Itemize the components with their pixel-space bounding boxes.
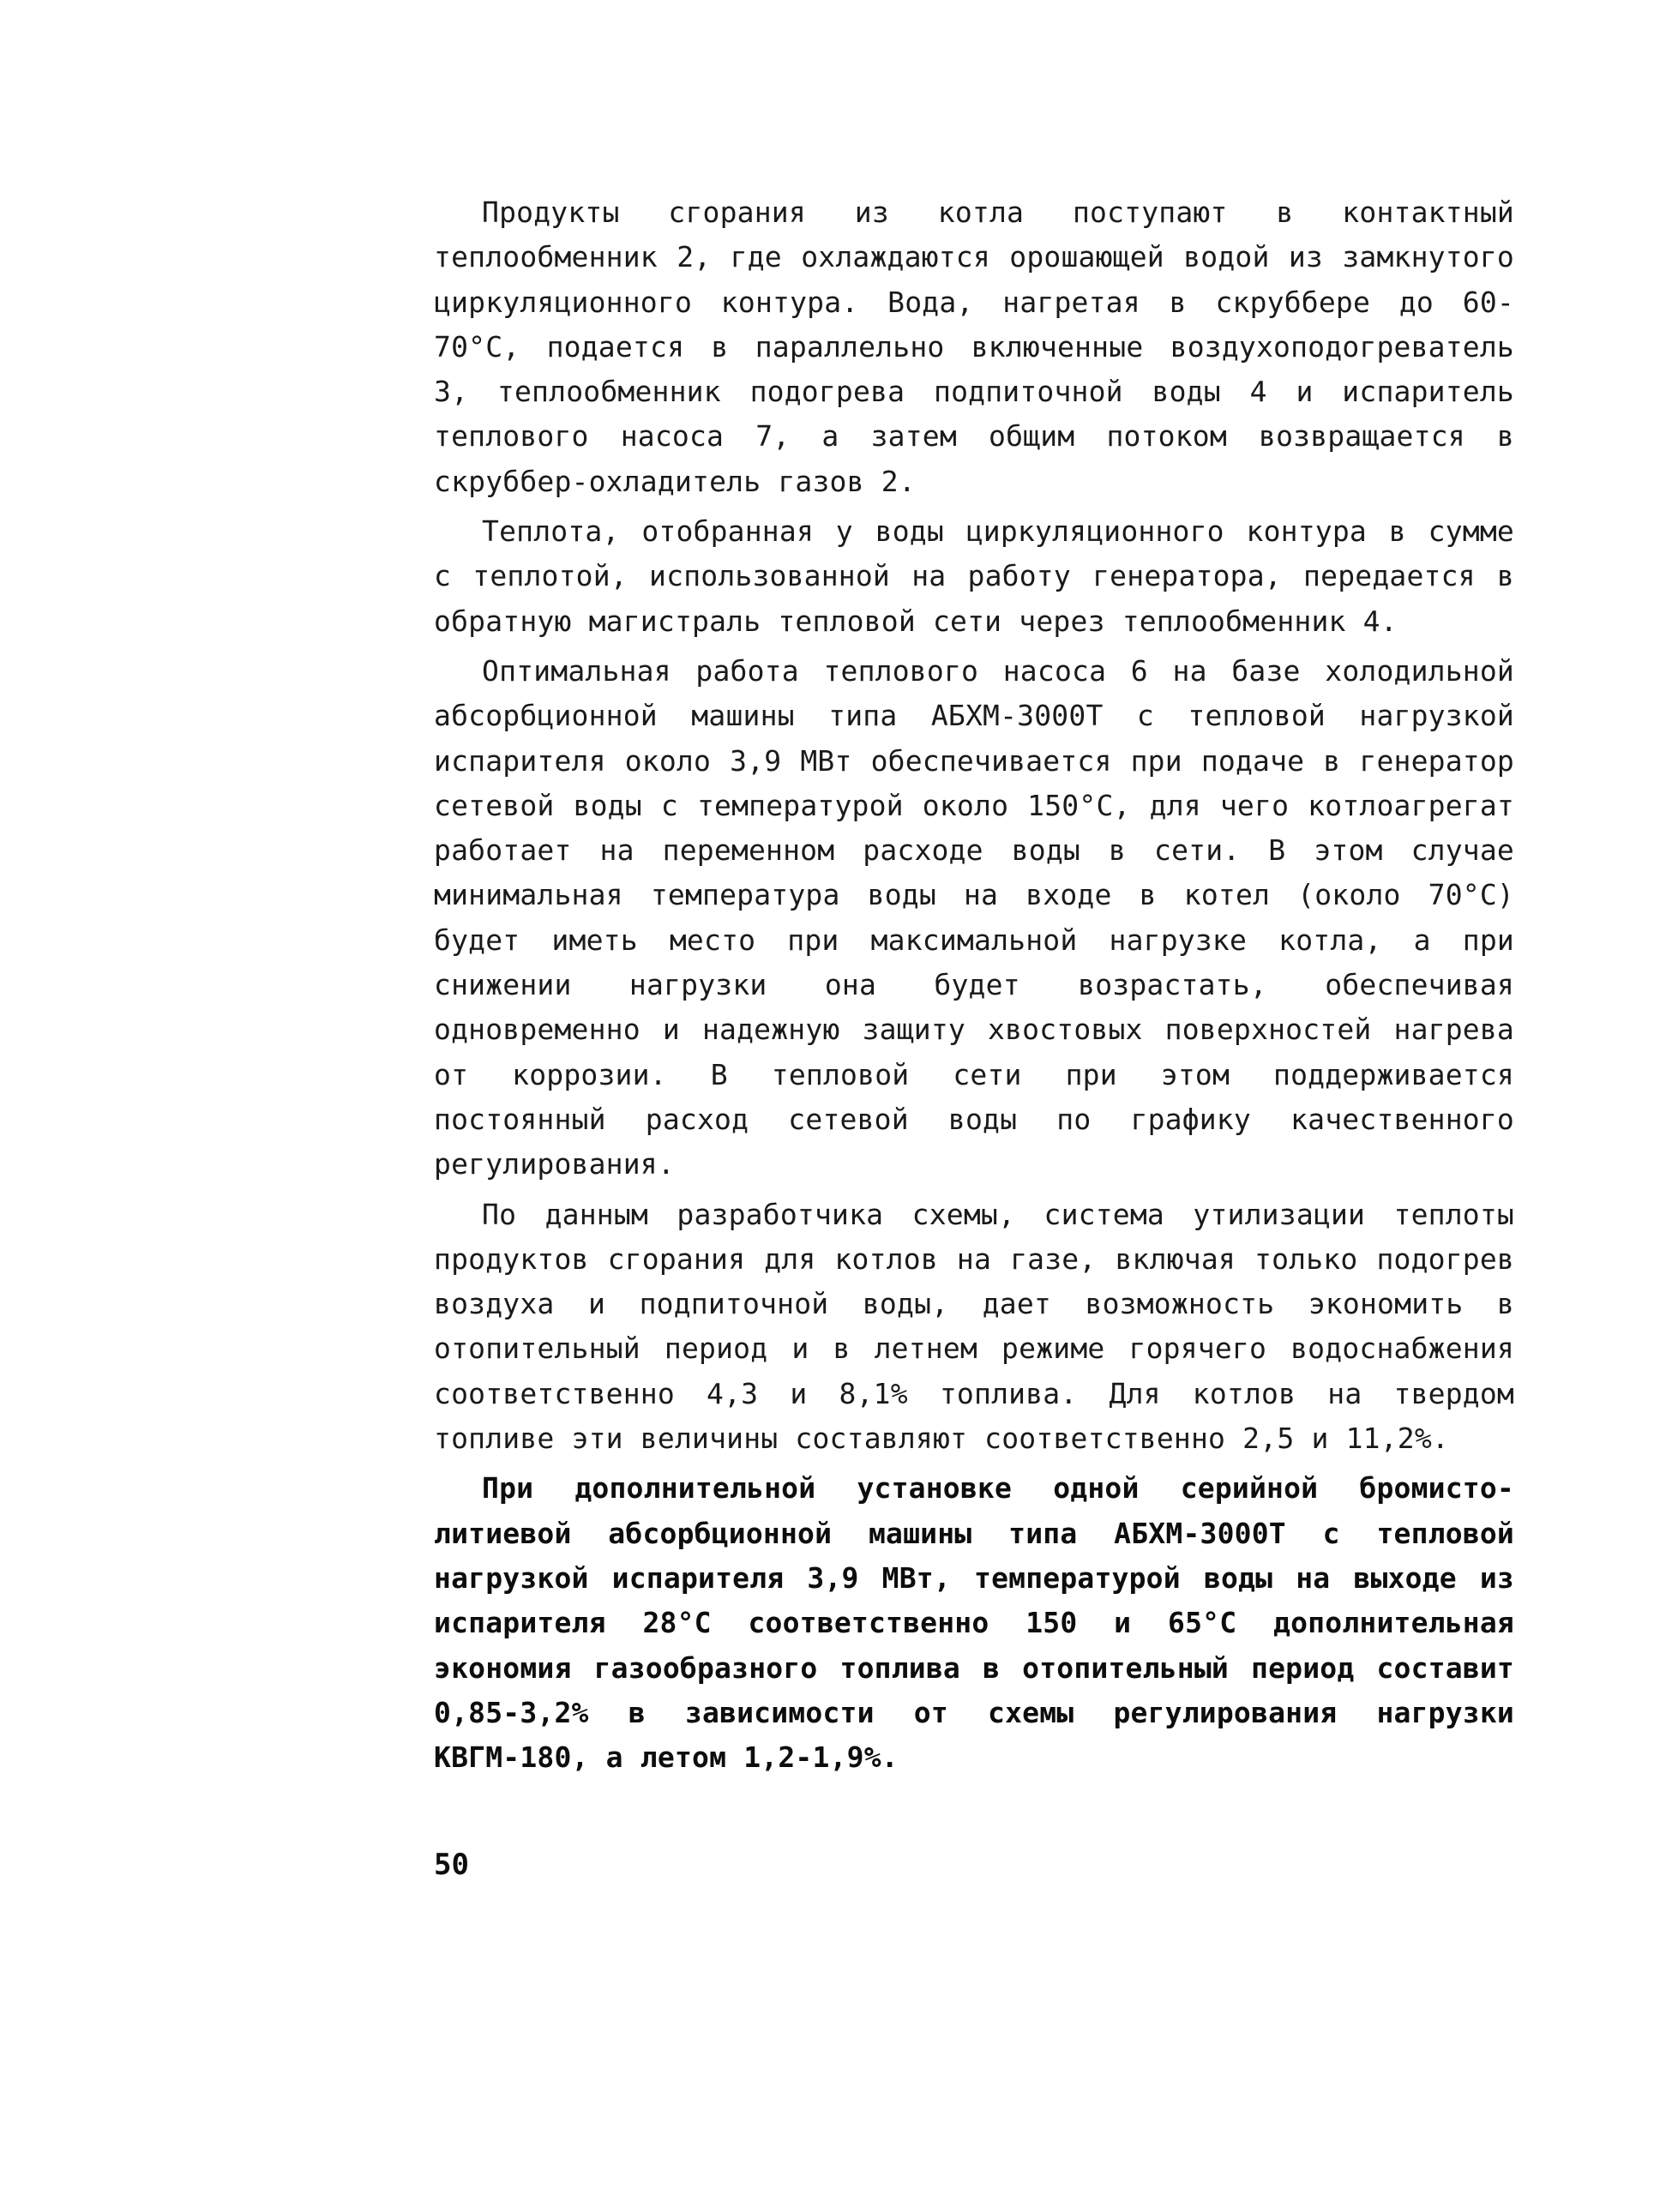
paragraph-scrubber-circuit: Продукты сгорания из котла поступают в контактный теплообменник 2, где охлаждаются орошающей водой из замкнутого циркуляционного контура. Вода, нагретая в скруббере до 60-70°С, подается в параллельно включенные воздухоподогреватель 3, теплообменник подогрева подпиточной воды 4 и испаритель теплового насоса 7, а затем общим потоком возвращается в скруббер-охладитель газов 2. — [434, 195, 1514, 498]
paragraph-heat-transfer: Теплота, отобранная у воды циркуляционного контура в сумме с теплотой, использованной на работу генератора, передается в обратную магистраль тепловой сети через теплообменник 4. — [434, 514, 1514, 638]
paragraph-fuel-savings: По данным разработчика схемы, система утилизации теплоты продуктов сгорания для котлов на газе, включая только подогрев воздуха и подпиточной воды, дает возможность экономить в отопительный период и в летнем режиме горячего водоснабжения соответственно 4,3 и 8,1% топлива. Для котлов на твердом топливе эти величины составляют соответственно 2,5 и 11,2%. — [434, 1197, 1514, 1456]
page-number: 50 — [434, 1848, 469, 1882]
paragraph-heat-pump-operation: Оптимальная работа теплового насоса 6 на базе холодильной абсорбционной машины типа АБХМ-3000Т с тепловой нагрузкой испарителя около 3,9 МВт обеспечивается при подаче в генератор сетевой воды с температурой около 150°С, для чего котлоагрегат работает на переменном расходе воды в сети. В этом случае минимальная температура воды на входе в котел (около 70°С) будет иметь место при максимальной нагрузке котла, а при снижении нагрузки она будет возрастать, обеспечивая одновременно и надежную защиту хвостовых поверхностей нагрева от коррозии. В тепловой сети при этом поддерживается постоянный расход сетевой воды по графику качественного регулирования. — [434, 653, 1514, 1181]
paragraph-additional-machine: При дополнительной установке одной серийной бромисто-литиевой абсорбционной машины типа АБХМ-3000Т с тепловой нагрузкой испарителя 3,9 МВт, температурой воды на выходе из испарителя 28°С соответственно 150 и 65°С дополнительная экономия газообразного топлива в отопительный период составит 0,85-3,2% в зависимости от схемы регулирования нагрузки КВГМ-180, а летом 1,2-1,9%. — [434, 1471, 1514, 1775]
body-text — [434, 190, 1514, 1785]
